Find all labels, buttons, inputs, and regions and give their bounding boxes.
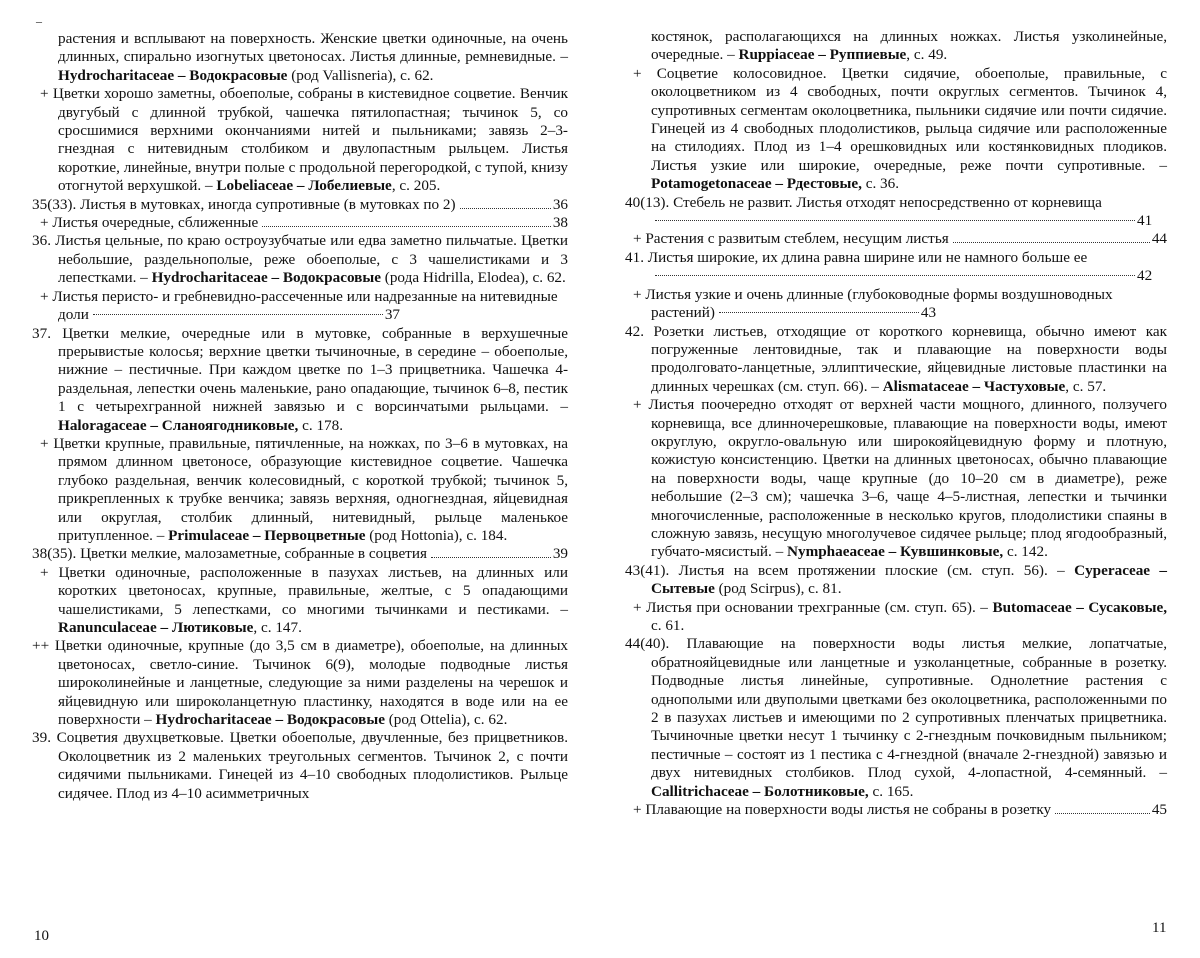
corner-mark: – — [36, 14, 42, 29]
book-spread — [0, 0, 1200, 958]
leader-dots — [1055, 813, 1150, 814]
key-entry: + Листья при основании трехгранные (см. ступ. 65). – Butomaceae – Сусаковые, с. 61. — [625, 599, 1167, 636]
leader-dots — [460, 208, 551, 209]
key-entry-lead: 35(33). Листья в мутовках, иногда супротивные (в мутовках по 2) 36 — [32, 196, 568, 214]
leader-dots — [93, 314, 383, 315]
key-entry: 41. Листья широкие, их длина равна ширине или не намного больше ее42 — [625, 249, 1167, 286]
key-entry-lead: + Растения с развитым стеблем, несущим листья 44 — [625, 230, 1167, 248]
target-step: 45 — [1152, 801, 1167, 819]
key-entry: + Соцветие колосовидное. Цветки сидячие, обоеполые, правильные, с околоцветником из 4 свободных, почти округлых сегментов. Тычинок 4, супротивных сегментам околоцветника, пыльники сидячие или почти сидячие. Гинецей из 4 свободных плодолистиков, рыльца сидячие или расположенные на стилодиях. Плод из 1–4 орешковидных или костянковидных плодиков. Листья узкие или широкие, очередные, реже почти супротивные. – Potamogetonaceae – Рдестовые, с. 36. — [625, 65, 1167, 194]
target-step: 43 — [921, 304, 936, 321]
leader-dots — [262, 226, 551, 227]
target-step: 37 — [385, 306, 400, 323]
target-step: 36 — [553, 196, 568, 214]
key-entry: ++ Цветки одиночные, крупные (до 3,5 см в диаметре), обоеполые, на длинных цветоносах, светло-синие. Тычинок 6(9), молодые подводные листья широколинейные и ланцетные, следующие за ними разделены на черешок и яйцевидную или широколанцетную пластинку, находятся в воде или на ее поверхности – Hydrocharitaceae – Водокрасовые (род Ottelia), с. 62. — [32, 637, 568, 729]
key-entry: 40(13). Стебель не развит. Листья отходят непосредственно от корневища41 — [625, 194, 1167, 231]
key-entry: + Листья перисто- и гребневидно-рассеченные или надрезанные на нитевидные доли 37 — [32, 288, 568, 325]
key-entry: + Цветки хорошо заметны, обоеполые, собраны в кистевидное соцветие. Венчик двугубый с длинной трубкой, чашечка пятилопастная; тычинок 5, со сросшимися верхними окончаниями нитей и пыльниками; завязь 2–3-гнездная с нитевидным столбиком и двулопастным рыльцем. Листья короткие, линейные, внутри полые с продольной перегородкой, с тупой, книзу отогнутой верхушкой. – Lobeliaceae – Лобелиевые, с. 205. — [32, 85, 568, 195]
left-page — [32, 30, 568, 803]
key-entry: растения и всплывают на поверхность. Женские цветки одиночные, на очень длинных, спирально изогнутых цветоносах. Листья длинные, ремневидные. – Hydrocharitaceae – Водокрасовые (род Vallisneria), с. 62. — [32, 30, 568, 85]
key-entry: + Листья узкие и очень длинные (глубоководные формы воздушноводных растений) 43 — [625, 286, 1167, 323]
key-entry-lead: + Плавающие на поверхности воды листья не собраны в розетку 45 — [625, 801, 1167, 819]
target-step: 41 — [1137, 212, 1152, 229]
key-entry: 37. Цветки мелкие, очередные или в мутовке, собранные в верхушечные прерывистые колосья; верхние цветки тычиночные, в середине – обоеполые, нижние – пестичные. При каждом цветке по 1–3 прицветника. Чашечка 4-раздельная, лепестки очень маленькие, рано опадающие, тычинок 6–8, пестик 1 с четырехгранной нижней завязью и с ворсинчатыми рыльцами. – Haloragaceae – Сланоягодниковые, с. 178. — [32, 325, 568, 435]
key-entry: + Цветки крупные, правильные, пятичленные, на ножках, по 3–6 в мутовках, на прямом длинном цветоносе, образующие кистевидное соцветие. Чашечка глубоко раздельная, венчик колесовидный, с короткой трубкой; тычинок 5, прикрепленных к трубке венчика; завязь верхняя, одногнездная, яйцевидная или округлая, столбик длинный, нитевидный, рыльце маленькое притупленное. – Primulaceae – Первоцветные (род Hottonia), с. 184. — [32, 435, 568, 545]
target-step: 44 — [1152, 230, 1167, 248]
key-entry: костянок, располагающихся на длинных ножках. Листья узколинейные, очередные. – Ruppiaceae – Руппиевые, с. 49. — [625, 28, 1167, 65]
page-number-right: 11 — [1152, 920, 1166, 937]
key-entry-lead: + Листья очередные, сближенные 38 — [32, 214, 568, 232]
right-page — [625, 28, 1167, 819]
target-step: 39 — [553, 545, 568, 563]
key-entry-lead: 38(35). Цветки мелкие, малозаметные, собранные в соцветия 39 — [32, 545, 568, 563]
target-step: 42 — [1137, 267, 1152, 284]
leader-dots — [719, 312, 919, 313]
leader-dots — [655, 220, 1135, 221]
key-entry: 42. Розетки листьев, отходящие от короткого корневища, обычно имеют как погруженные лентовидные, так и плавающие на поверхности воды продолговато-ланцетные, эллиптические, яйцевидные листовые пластинки на длинных черешках (см. ступ. 66). – Alismataceae – Частуховые, с. 57. — [625, 323, 1167, 397]
leader-dots — [431, 557, 551, 558]
key-entry: 44(40). Плавающие на поверхности воды листья мелкие, лопатчатые, обратнояйцевидные или ланцетные и узколанцетные, собранные в розетку. Подводные листья линейные, супротивные. Однолетние растения с однополыми или двуполыми цветками без околоцветника, расположенными по 2 в пазухах листьев и имеющими по 2 супротивных пленчатых прицветника. Тычиночные цветки несут 1 тычинку с 2-гнездным почковидным пыльником; пестичные – состоят из 1 пестика с 4-гнездной (вначале 2-гнездной) завязью и двух нитевидных столбиков. Плод сухой, 4-лопастной, 4-семянный. – Callitrichaceae – Болотниковые, с. 165. — [625, 635, 1167, 801]
key-entry: 36. Листья цельные, по краю остроузубчатые или едва заметно пильчатые. Цветки небольшие, раздельнополые, реже обоеполые, с 3 чашелистиками и 3 лепестками. – Hydrocharitaceae – Водокрасовые (рода Hidrilla, Elodea), с. 62. — [32, 232, 568, 287]
key-entry: 43(41). Листья на всем протяжении плоские (см. ступ. 56). – Cyperaceae – Сытевые (род Scirpus), с. 81. — [625, 562, 1167, 599]
leader-dots — [655, 275, 1135, 276]
key-entry: + Листья поочередно отходят от верхней части мощного, длинного, ползучего корневища, все длинночерешковые, плавающие на поверхности воды, имеют округлую, округло-овальную или широкояйцевидную форму и плотную, кожистую консистенцию. Цветки на длинных цветоносах, обычно плавающие на поверхности воды, чаще крупные (до 10–20 см в диаметре), реже небольшие (2–3 см); чашечка 3–6, чаще 4–5-листная, лепестки и тычинки многочисленные, расположенные в несколько кругов, плодолистики спаяны в сложную завязь, несущую многолучевое сидячее рыльце; плод ягодообразный, губчато-мясистый. – Nymphaeaceae – Кувшинковые, с. 142. — [625, 396, 1167, 562]
key-entry: + Цветки одиночные, расположенные в пазухах листьев, на длинных или коротких цветоносах, крупные, правильные, желтые, с 5 опадающими чашелистиками, 5 лепестками, со многими тычинками и пестиками. – Ranunculaceae – Лютиковые, с. 147. — [32, 564, 568, 638]
page-number-left: 10 — [34, 928, 49, 945]
target-step: 38 — [553, 214, 568, 232]
leader-dots — [953, 242, 1150, 243]
key-entry: 39. Соцветия двухцветковые. Цветки обоеполые, двучленные, без прицветников. Околоцветник из 2 маленьких треугольных сегментов. Тычинок 2, с почти сидячими пыльниками. Гинецей из 4–10 свободных плодолистиков. Рыльце сидячее. Плод из 4–10 асимметричных — [32, 729, 568, 803]
